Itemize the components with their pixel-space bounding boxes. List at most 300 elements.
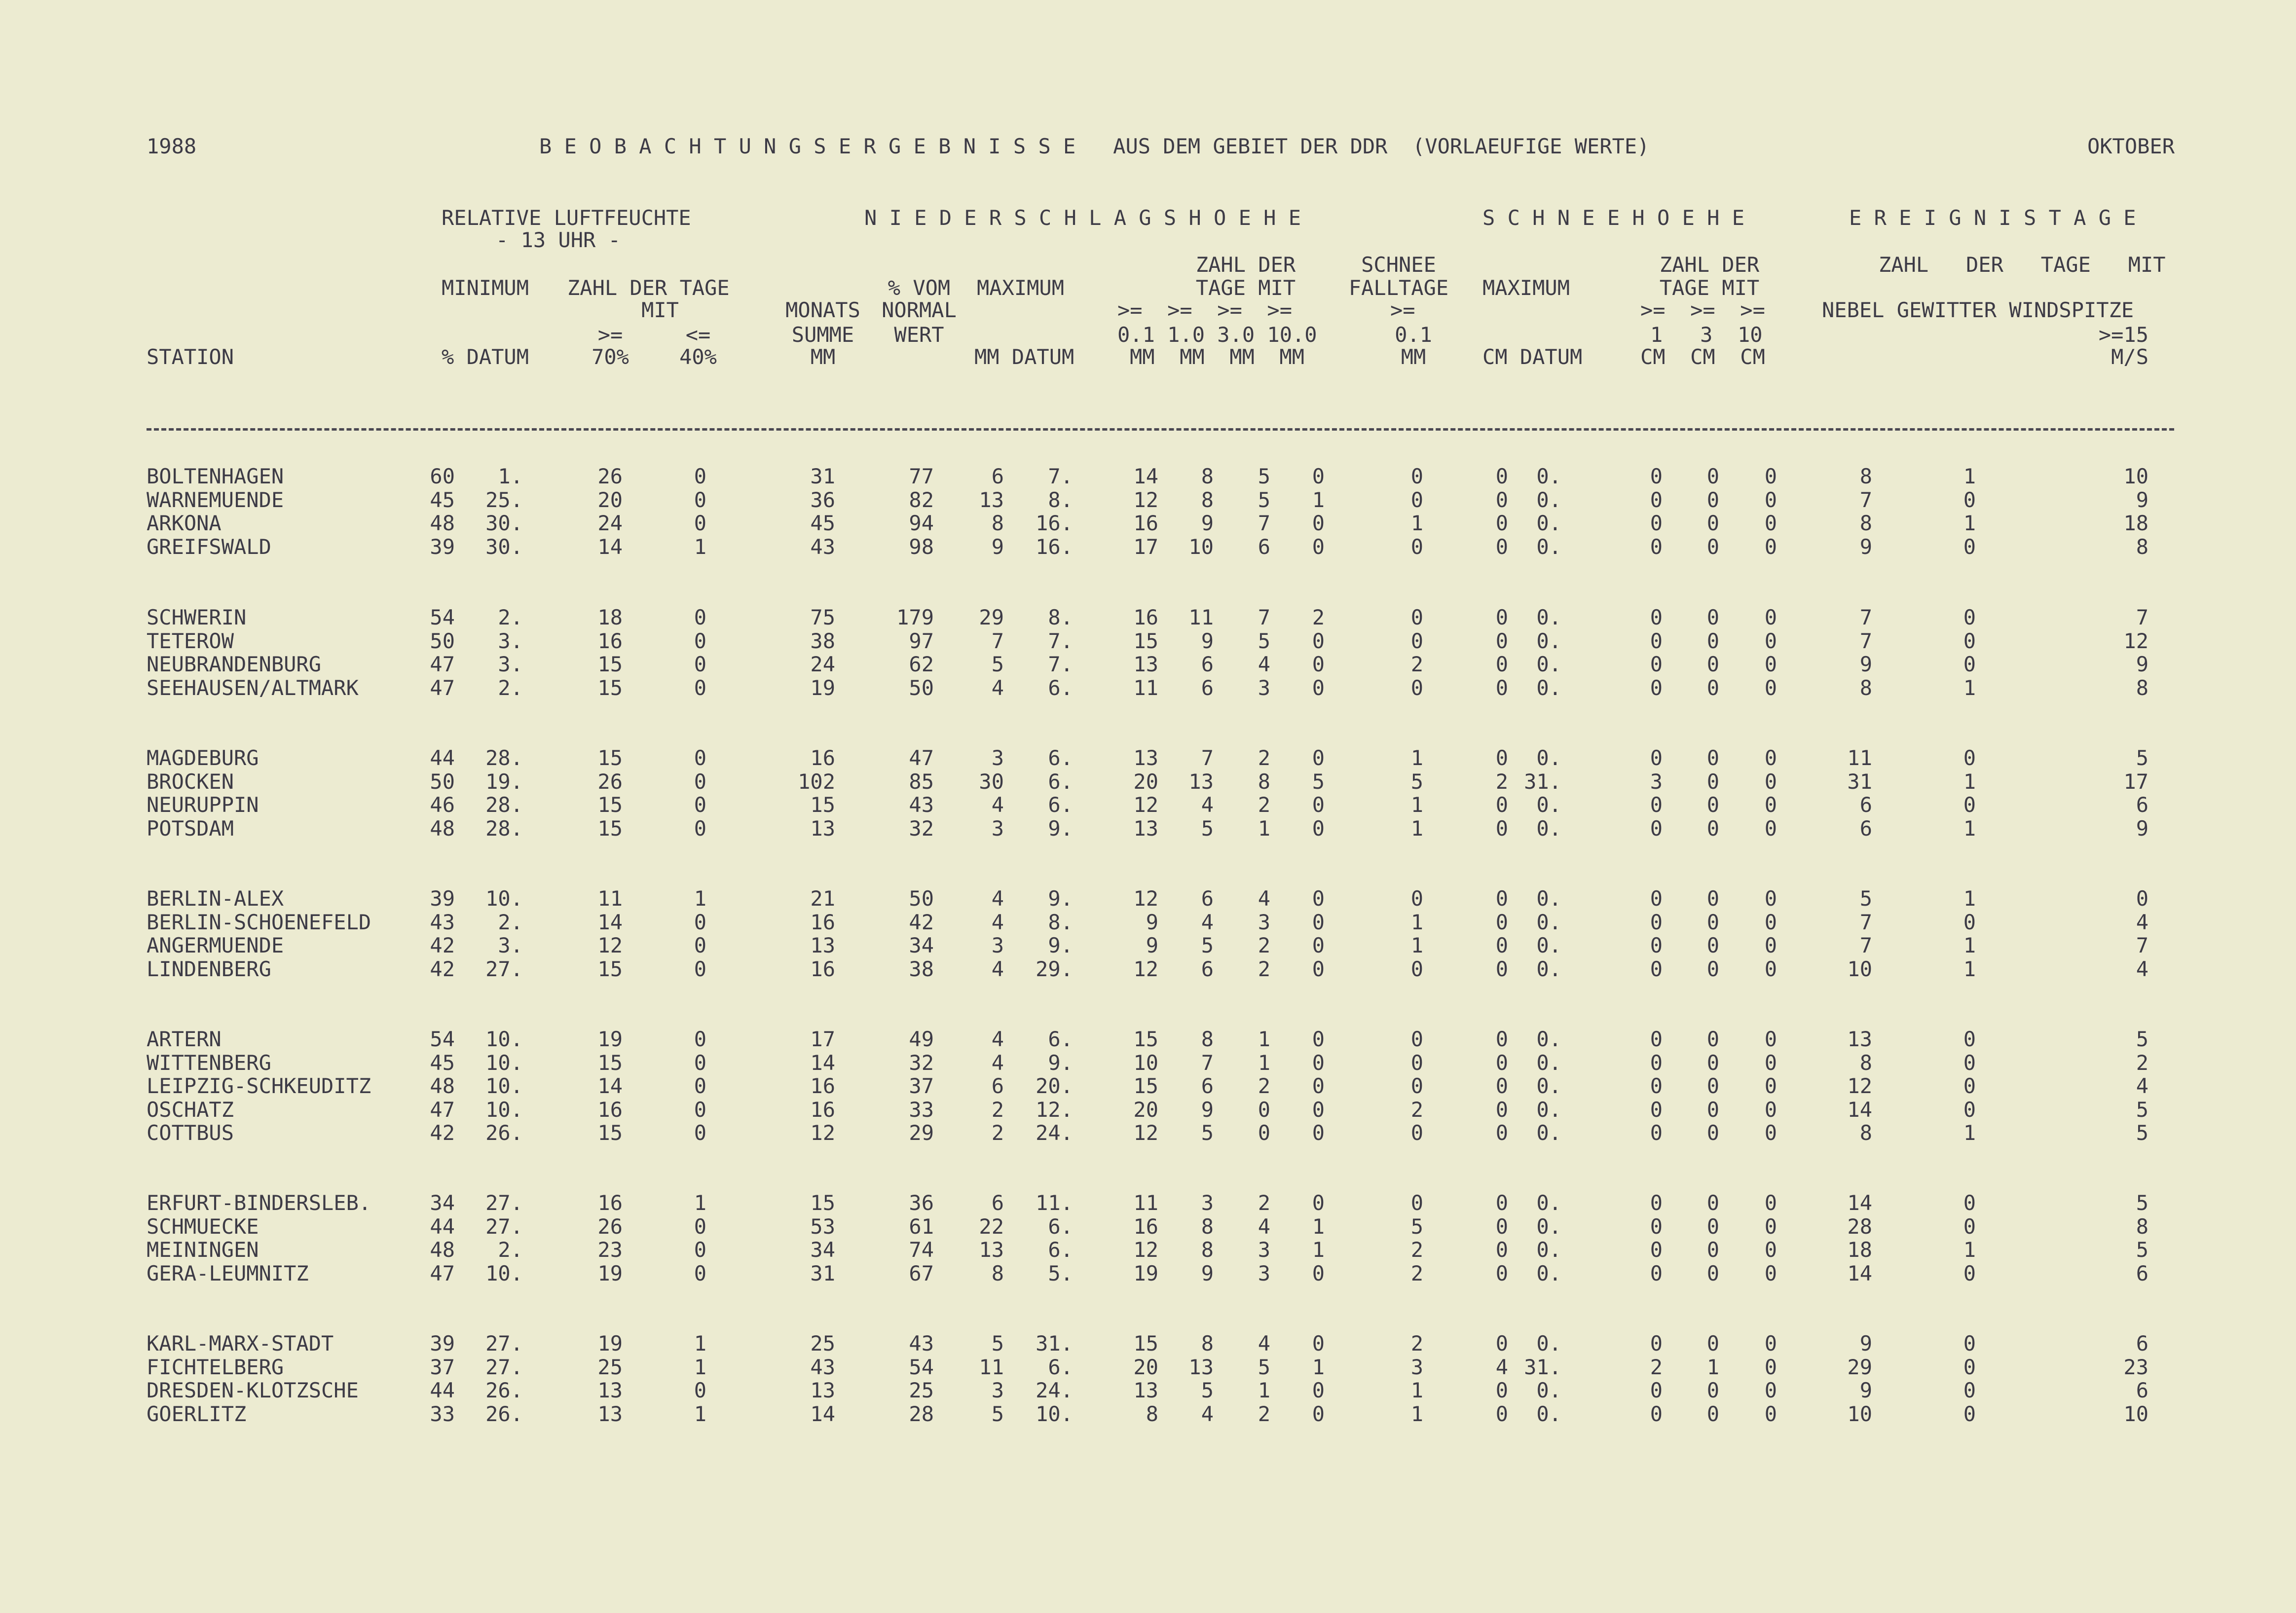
cell-days-ge10: 9 [1201,629,1214,653]
cell-thunder-days: 0 [1963,1214,1976,1239]
cell-snow-days-3: 0 [1706,1121,1719,1145]
cell-precip-pct-normal: 50 [909,676,934,700]
cell-days-ge01: 20 [1133,770,1158,794]
cell-precip-max: 9 [991,535,1004,559]
cell-snow-max: 0 [1495,1378,1508,1402]
cell-snow-days-3: 0 [1706,488,1719,512]
cell-days-ge10: 9 [1201,1098,1214,1122]
cell-wind-days: 9 [2136,816,2148,841]
cell-thunder-days: 0 [1963,488,1976,512]
cell-days-le40: 0 [694,1027,706,1051]
cell-snow-days-3: 0 [1706,1238,1719,1262]
cell-precip-sum: 15 [810,793,835,817]
cell-precip-sum: 25 [810,1331,835,1356]
cell-humidity-min-date: 30. [485,535,523,559]
cell-precip-max: 22 [979,1214,1004,1239]
cell-snow-days-1: 3 [1650,770,1663,794]
cell-snow-days-1: 0 [1650,1051,1663,1075]
cell-humidity-min: 39 [430,535,455,559]
cell-snow-max-date: 0. [1536,1238,1561,1262]
cell-thunder-days: 0 [1963,1051,1976,1075]
cell-days-ge01: 12 [1133,1238,1158,1262]
cell-snow-days-10: 0 [1764,1331,1777,1356]
header-precip-mm-datum: MM DATUM [974,345,1074,369]
cell-snow-days-10: 0 [1764,676,1777,700]
cell-days-ge30: 7 [1258,605,1270,629]
cell-days-ge10: 8 [1201,464,1214,488]
cell-precip-sum: 24 [810,652,835,676]
cell-snow-max-date: 31. [1524,770,1561,794]
cell-precip-max-date: 6. [1048,676,1073,700]
cell-days-ge10: 4 [1201,793,1214,817]
cell-fog-days: 10 [1847,1402,1872,1426]
cell-days-ge01: 11 [1133,676,1158,700]
cell-precip-max: 4 [991,1027,1004,1051]
cell-days-le40: 0 [694,1074,706,1098]
header-snow-zahl-der: ZAHL DER [1659,253,1760,277]
cell-snow-max-date: 0. [1536,1121,1561,1145]
cell-humidity-min-date: 2. [498,1238,523,1262]
cell-precip-max-date: 7. [1048,464,1073,488]
cell-thunder-days: 1 [1963,770,1976,794]
cell-days-ge10: 10 [1188,535,1214,559]
cell-snow-max-date: 0. [1536,629,1561,653]
cell-days-ge10: 11 [1188,605,1214,629]
cell-snowfall-days: 0 [1410,464,1423,488]
cell-days-ge01: 15 [1133,629,1158,653]
cell-humidity-min-date: 28. [485,816,523,841]
cell-thunder-days: 0 [1963,1402,1976,1426]
header-snow-cm-datum: CM DATUM [1482,345,1583,369]
cell-days-ge100: 0 [1312,793,1325,817]
cell-humidity-min: 42 [430,1121,455,1145]
cell-snowfall-days: 2 [1410,1331,1423,1356]
cell-station: FICHTELBERG [147,1355,284,1379]
cell-precip-max: 4 [991,793,1004,817]
cell-precip-pct-normal: 179 [896,605,934,629]
cell-days-ge30: 1 [1258,1051,1270,1075]
cell-snow-days-1: 0 [1650,1261,1663,1285]
cell-precip-pct-normal: 37 [909,1074,934,1098]
cell-station: DRESDEN-KLOTZSCHE [147,1378,359,1402]
cell-precip-max: 3 [991,1378,1004,1402]
cell-snow-days-3: 0 [1706,746,1719,770]
cell-station: GERA-LEUMNITZ [147,1261,309,1285]
cell-snow-days-1: 0 [1650,1121,1663,1145]
cell-humidity-min: 33 [430,1402,455,1426]
cell-snow-max-date: 0. [1536,488,1561,512]
cell-days-ge100: 1 [1312,488,1325,512]
cell-days-ge10: 6 [1201,957,1214,981]
cell-days-ge10: 8 [1201,488,1214,512]
cell-days-ge01: 13 [1133,1378,1158,1402]
cell-precip-sum: 53 [810,1214,835,1239]
cell-days-ge100: 0 [1312,629,1325,653]
cell-days-le40: 0 [694,605,706,629]
cell-snow-days-10: 0 [1764,933,1777,957]
cell-precip-sum: 34 [810,1238,835,1262]
cell-days-ge30: 4 [1258,1331,1270,1356]
cell-precip-pct-normal: 94 [909,511,934,535]
cell-station: LINDENBERG [147,957,271,981]
cell-snow-max: 0 [1495,1191,1508,1215]
cell-snow-max-date: 0. [1536,1331,1561,1356]
cell-snow-max-date: 0. [1536,933,1561,957]
cell-fog-days: 14 [1847,1261,1872,1285]
cell-snowfall-days: 1 [1410,910,1423,934]
cell-precip-pct-normal: 32 [909,816,934,841]
cell-days-le40: 0 [694,1261,706,1285]
cell-snow-max: 0 [1495,1074,1508,1098]
cell-precip-sum: 43 [810,535,835,559]
cell-station: ERFURT-BINDERSLEB. [147,1191,371,1215]
cell-wind-days: 8 [2136,1214,2148,1239]
cell-snow-max: 0 [1495,816,1508,841]
cell-snow-max-date: 0. [1536,1098,1561,1122]
events-group-title: E R E I G N I S T A G E [1849,206,2136,230]
cell-thunder-days: 1 [1963,816,1976,841]
cell-snow-days-10: 0 [1764,886,1777,911]
cell-fog-days: 14 [1847,1191,1872,1215]
cell-days-ge30: 2 [1258,1074,1270,1098]
cell-fog-days: 29 [1847,1355,1872,1379]
cell-wind-days: 5 [2136,1121,2148,1145]
cell-fog-days: 7 [1859,910,1872,934]
cell-thunder-days: 1 [1963,1238,1976,1262]
cell-fog-days: 6 [1859,816,1872,841]
cell-days-ge30: 1 [1258,1378,1270,1402]
cell-snow-days-3: 0 [1706,816,1719,841]
cell-snowfall-days: 2 [1410,1261,1423,1285]
cell-snow-max-date: 0. [1536,910,1561,934]
cell-precip-sum: 31 [810,1261,835,1285]
cell-days-ge100: 1 [1312,1238,1325,1262]
cell-days-ge10: 6 [1201,1074,1214,1098]
cell-snowfall-days: 0 [1410,488,1423,512]
cell-snow-max-date: 0. [1536,1074,1561,1098]
cell-days-ge70: 26 [597,1214,623,1239]
cell-snow-days-1: 0 [1650,746,1663,770]
cell-snow-days-1: 0 [1650,816,1663,841]
cell-precip-pct-normal: 29 [909,1121,934,1145]
cell-snowfall-days: 0 [1410,886,1423,911]
cell-days-ge30: 1 [1258,1027,1270,1051]
cell-snow-days-10: 0 [1764,1074,1777,1098]
cell-days-ge01: 15 [1133,1331,1158,1356]
cell-days-ge100: 0 [1312,816,1325,841]
cell-wind-days: 5 [2136,1191,2148,1215]
cell-fog-days: 8 [1859,511,1872,535]
cell-days-ge10: 4 [1201,910,1214,934]
cell-fog-days: 8 [1859,676,1872,700]
cell-fog-days: 13 [1847,1027,1872,1051]
cell-precip-max: 8 [991,511,1004,535]
cell-days-ge100: 0 [1312,746,1325,770]
cell-days-ge01: 11 [1133,1191,1158,1215]
cell-days-le40: 0 [694,488,706,512]
cell-precip-max: 4 [991,676,1004,700]
cell-snow-days-3: 0 [1706,1051,1719,1075]
header-summe: SUMME [791,323,854,347]
cell-precip-sum: 16 [810,1098,835,1122]
cell-days-ge01: 16 [1133,511,1158,535]
cell-precip-pct-normal: 38 [909,957,934,981]
cell-fog-days: 28 [1847,1214,1872,1239]
cell-snow-days-1: 0 [1650,1214,1663,1239]
cell-wind-days: 2 [2136,1051,2148,1075]
cell-precip-max-date: 16. [1036,535,1073,559]
cell-days-ge01: 13 [1133,652,1158,676]
cell-days-ge01: 20 [1133,1355,1158,1379]
cell-days-ge100: 0 [1312,886,1325,911]
cell-snow-days-10: 0 [1764,488,1777,512]
cell-snow-max-date: 0. [1536,1027,1561,1051]
cell-days-ge10: 6 [1201,886,1214,911]
cell-days-le40: 0 [694,933,706,957]
cell-days-ge01: 12 [1133,488,1158,512]
cell-precip-max-date: 11. [1036,1191,1073,1215]
cell-days-ge100: 0 [1312,910,1325,934]
cell-snow-max: 0 [1495,511,1508,535]
cell-wind-days: 4 [2136,910,2148,934]
cell-thunder-days: 0 [1963,1355,1976,1379]
cell-humidity-min: 50 [430,629,455,653]
cell-days-ge70: 23 [597,1238,623,1262]
cell-station: POTSDAM [147,816,234,841]
cell-thunder-days: 0 [1963,652,1976,676]
cell-precip-max: 8 [991,1261,1004,1285]
cell-days-ge30: 5 [1258,1355,1270,1379]
cell-snow-max: 0 [1495,535,1508,559]
header-events-ms: M/S [2111,345,2148,369]
cell-humidity-min-date: 30. [485,511,523,535]
cell-days-ge100: 0 [1312,1378,1325,1402]
cell-precip-max-date: 12. [1036,1098,1073,1122]
cell-snowfall-days: 2 [1410,1098,1423,1122]
cell-snow-max: 0 [1495,629,1508,653]
cell-days-ge30: 2 [1258,793,1270,817]
cell-snow-days-3: 0 [1706,793,1719,817]
cell-snow-days-10: 0 [1764,1355,1777,1379]
cell-humidity-min: 44 [430,746,455,770]
cell-days-ge100: 1 [1312,1355,1325,1379]
cell-snow-days-3: 0 [1706,1191,1719,1215]
cell-snow-days-10: 0 [1764,1378,1777,1402]
cell-wind-days: 5 [2136,1238,2148,1262]
cell-precip-max: 4 [991,886,1004,911]
cell-thunder-days: 1 [1963,933,1976,957]
cell-snowfall-days: 1 [1410,793,1423,817]
cell-days-ge100: 0 [1312,464,1325,488]
cell-humidity-min: 45 [430,488,455,512]
cell-precip-max: 4 [991,957,1004,981]
cell-snow-days-1: 0 [1650,488,1663,512]
header-events-ge15: >=15 [2098,323,2148,347]
cell-days-ge01: 12 [1133,886,1158,911]
cell-snow-days-10: 0 [1764,1191,1777,1215]
cell-thunder-days: 0 [1963,535,1976,559]
cell-precip-pct-normal: 74 [909,1238,934,1262]
cell-precip-max: 29 [979,605,1004,629]
cell-wind-days: 5 [2136,1027,2148,1051]
header-snow-ge: >= >= >= [1640,298,1765,322]
cell-snow-days-10: 0 [1764,746,1777,770]
cell-station: GREIFSWALD [147,535,271,559]
cell-snow-days-1: 0 [1650,793,1663,817]
cell-precip-sum: 36 [810,488,835,512]
cell-days-ge01: 15 [1133,1074,1158,1098]
cell-snowfall-days: 0 [1410,535,1423,559]
cell-precip-max: 2 [991,1121,1004,1145]
cell-days-ge30: 5 [1258,488,1270,512]
header-falltage-mm: MM [1401,345,1426,369]
cell-station: SCHWERIN [147,605,247,629]
cell-snowfall-days: 1 [1410,1402,1423,1426]
cell-precip-max: 5 [991,1402,1004,1426]
cell-snow-days-3: 0 [1706,933,1719,957]
cell-wind-days: 8 [2136,676,2148,700]
cell-thunder-days: 0 [1963,629,1976,653]
cell-precip-max-date: 6. [1048,1214,1073,1239]
cell-precip-sum: 13 [810,816,835,841]
cell-snow-days-1: 0 [1650,1378,1663,1402]
cell-snow-days-3: 0 [1706,1027,1719,1051]
header-precip-ge-row: >= >= >= >= [1117,298,1293,322]
header-normal: NORMAL [882,298,957,322]
cell-days-ge01: 12 [1133,957,1158,981]
cell-days-ge30: 4 [1258,1214,1270,1239]
cell-precip-pct-normal: 82 [909,488,934,512]
cell-snow-days-1: 0 [1650,676,1663,700]
cell-snow-max-date: 0. [1536,1402,1561,1426]
cell-fog-days: 9 [1859,1378,1872,1402]
cell-days-ge30: 2 [1258,957,1270,981]
cell-station: ANGERMUENDE [147,933,284,957]
cell-humidity-min-date: 26. [485,1121,523,1145]
header-minimum: MINIMUM [442,276,529,300]
cell-precip-sum: 21 [810,886,835,911]
cell-days-le40: 1 [694,1331,706,1356]
cell-days-ge100: 0 [1312,1027,1325,1051]
cell-thunder-days: 0 [1963,1027,1976,1051]
cell-days-ge10: 9 [1201,511,1214,535]
cell-days-le40: 0 [694,1098,706,1122]
cell-snow-days-3: 0 [1706,652,1719,676]
cell-precip-pct-normal: 43 [909,793,934,817]
cell-precip-pct-normal: 61 [909,1214,934,1239]
cell-precip-max: 5 [991,652,1004,676]
cell-snow-max: 0 [1495,1238,1508,1262]
cell-precip-pct-normal: 47 [909,746,934,770]
cell-days-ge30: 5 [1258,464,1270,488]
cell-days-ge01: 19 [1133,1261,1158,1285]
cell-precip-pct-normal: 42 [909,910,934,934]
cell-snow-days-1: 0 [1650,1331,1663,1356]
cell-snow-max-date: 0. [1536,793,1561,817]
cell-precip-sum: 19 [810,676,835,700]
cell-snowfall-days: 1 [1410,816,1423,841]
cell-days-ge100: 0 [1312,1098,1325,1122]
cell-precip-sum: 17 [810,1027,835,1051]
cell-humidity-min-date: 10. [485,886,523,911]
cell-humidity-min: 45 [430,1051,455,1075]
cell-snow-max-date: 0. [1536,957,1561,981]
cell-humidity-min: 60 [430,464,455,488]
cell-days-ge70: 26 [597,464,623,488]
cell-days-ge30: 3 [1258,1261,1270,1285]
cell-days-ge100: 0 [1312,1261,1325,1285]
cell-station: NEUBRANDENBURG [147,652,322,676]
cell-precip-max-date: 5. [1048,1261,1073,1285]
cell-snow-max-date: 0. [1536,464,1561,488]
cell-days-ge10: 5 [1201,1378,1214,1402]
cell-days-ge70: 14 [597,535,623,559]
cell-precip-pct-normal: 49 [909,1027,934,1051]
header-mit: MIT [641,298,679,322]
cell-days-le40: 0 [694,1051,706,1075]
cell-thunder-days: 0 [1963,1098,1976,1122]
cell-precip-max-date: 6. [1048,746,1073,770]
cell-snow-days-3: 0 [1706,676,1719,700]
cell-days-ge30: 3 [1258,676,1270,700]
cell-station: WITTENBERG [147,1051,271,1075]
cell-days-ge01: 20 [1133,1098,1158,1122]
cell-snow-days-1: 0 [1650,933,1663,957]
cell-days-ge100: 0 [1312,535,1325,559]
cell-days-ge70: 15 [597,652,623,676]
cell-snowfall-days: 0 [1410,1191,1423,1215]
cell-precip-pct-normal: 85 [909,770,934,794]
cell-wind-days: 4 [2136,1074,2148,1098]
cell-snow-max-date: 0. [1536,511,1561,535]
cell-humidity-min-date: 26. [485,1378,523,1402]
cell-thunder-days: 0 [1963,1378,1976,1402]
cell-days-ge100: 0 [1312,933,1325,957]
cell-humidity-min-date: 10. [485,1074,523,1098]
cell-snow-days-3: 0 [1706,770,1719,794]
cell-days-ge30: 2 [1258,1191,1270,1215]
cell-snow-days-3: 1 [1706,1355,1719,1379]
cell-days-ge70: 15 [597,676,623,700]
cell-precip-max-date: 9. [1048,886,1073,911]
cell-fog-days: 5 [1859,886,1872,911]
cell-days-ge30: 1 [1258,816,1270,841]
cell-days-ge100: 0 [1312,676,1325,700]
cell-precip-pct-normal: 33 [909,1098,934,1122]
cell-wind-days: 18 [2123,511,2148,535]
cell-snow-days-3: 0 [1706,957,1719,981]
cell-days-ge70: 20 [597,488,623,512]
cell-snow-max: 0 [1495,1214,1508,1239]
cell-precip-max: 13 [979,1238,1004,1262]
header-pct-vom: % VOM [888,276,951,300]
cell-humidity-min-date: 3. [498,933,523,957]
cell-precip-sum: 102 [798,770,835,794]
cell-snow-max: 0 [1495,1098,1508,1122]
cell-snowfall-days: 0 [1410,676,1423,700]
cell-snow-days-10: 0 [1764,910,1777,934]
cell-precip-max-date: 24. [1036,1378,1073,1402]
cell-days-ge10: 8 [1201,1238,1214,1262]
cell-days-ge30: 8 [1258,770,1270,794]
cell-snowfall-days: 5 [1410,770,1423,794]
cell-station: SCHMUECKE [147,1214,259,1239]
cell-snow-max-date: 0. [1536,676,1561,700]
cell-snow-days-1: 0 [1650,910,1663,934]
cell-days-ge70: 11 [597,886,623,911]
cell-station: WARNEMUENDE [147,488,284,512]
cell-wind-days: 9 [2136,652,2148,676]
